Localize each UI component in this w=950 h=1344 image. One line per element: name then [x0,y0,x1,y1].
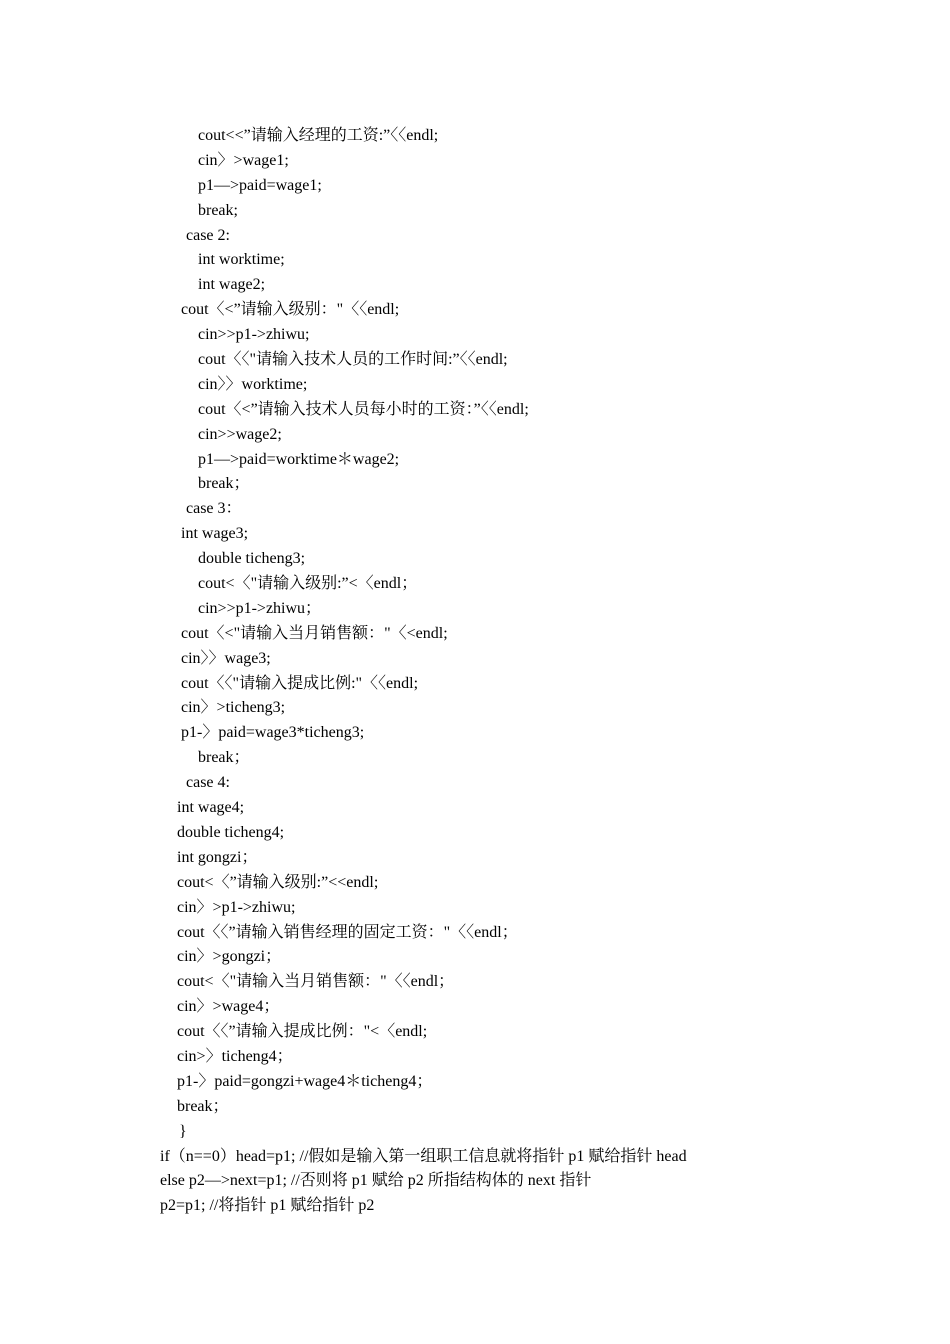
code-line: cout〈<”请输入级别："〈〈endl; [181,301,400,319]
code-line: cout〈〈”请输入提成比例："<〈endl; [177,1023,428,1041]
code-line: double ticheng3; [198,550,306,568]
code-line: int worktime; [198,251,285,269]
code-line: int wage4; [177,799,245,817]
code-line: cout〈〈”请输入销售经理的固定工资："〈〈endl； [177,923,518,941]
code-line: cin>>p1->zhiwu； [198,599,322,617]
code-line: else p2—>next=p1; //否则将 p1 赋给 p2 所指结构体的 next 指针 [160,1172,592,1190]
code-line: int gongzi； [177,848,258,866]
code-line: cin>〉ticheng4； [177,1047,293,1065]
code-line: if（n==0）head=p1; //假如是输入第一组职工信息就将指针 p1 赋给指针 head [160,1147,687,1165]
code-line: cout〈<”请输入技术人员每小时的工资：”〈〈endl; [198,400,529,418]
code-line: cin〉>wage4； [177,998,280,1016]
code-line: cout<〈”请输入级别:”<<endl; [177,873,379,891]
code-line: cin〉>wage1; [198,151,289,169]
code-line: cin〉〉wage3; [181,649,271,667]
code-line: cin>>p1->zhiwu; [198,326,310,344]
code-line: cout<<”请输入经理的工资:”〈〈endl; [198,127,439,144]
code-line: p2=p1; //将指针 p1 赋给指针 p2 [160,1197,375,1215]
code-line: cin〉〉worktime; [198,375,308,393]
code-line: case 2: [186,226,230,244]
code-listing [0,124,950,1219]
code-line: case 4: [186,774,230,792]
code-line: break； [198,475,250,493]
code-line: p1—>paid=worktime＊wage2; [198,450,400,468]
code-line: cin〉>ticheng3; [181,699,286,717]
code-line: cout〈〈"请输入提成比例:"〈〈endl; [181,674,419,692]
code-line: cin〉>p1->zhiwu; [177,898,296,916]
code-line: cout<〈"请输入级别:”<〈endl； [198,575,418,593]
code-line: p1-〉paid=wage3*ticheng3; [181,724,365,742]
code-line: cout〈〈"请输入技术人员的工作时间:”〈〈endl; [198,351,508,369]
code-line: double ticheng4; [177,823,285,841]
code-line: int wage2; [198,276,266,294]
code-line: break； [198,749,250,767]
code-line: cout<〈"请输入当月销售额："〈〈endl； [177,973,455,991]
code-line: cin〉>gongzi； [177,948,282,966]
code-line: case 3： [186,500,242,518]
code-line: cin>>wage2; [198,425,282,443]
code-line: int wage3; [181,525,249,543]
code-line: cout〈<"请输入当月销售额："〈<endl; [181,624,448,642]
code-line: break； [177,1097,229,1115]
code-line: p1-〉paid=gongzi+wage4＊ticheng4； [177,1072,433,1090]
code-line: break; [198,201,238,219]
code-line: p1—>paid=wage1; [198,176,322,194]
code-line: } [179,1122,187,1140]
